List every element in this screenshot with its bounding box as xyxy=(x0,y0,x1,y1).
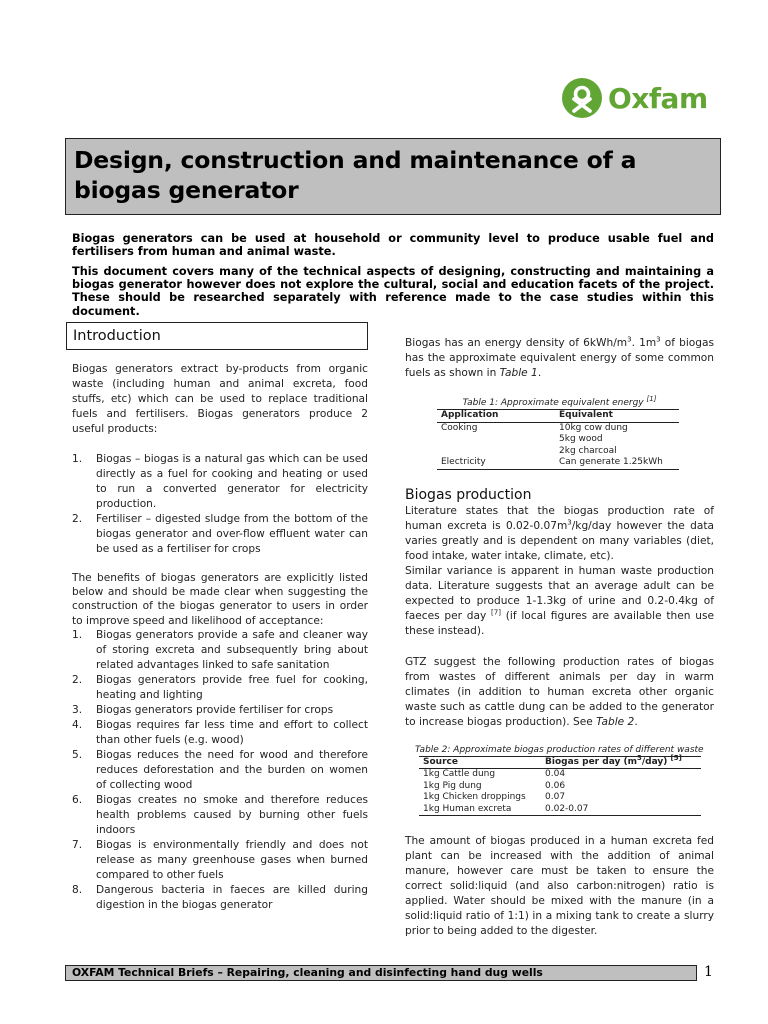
summary-paragraph-2: This document covers many of the technical aspects of designing, constructing and maintaining a biogas generator however does not explore the cultural, social and education facets of the project. These should be researched separately with reference made to the case studies within this document. xyxy=(72,265,714,318)
list-item: 1. Biogas generators provide a safe and cleaner way of storing excreta and subsequently bring about related advantages linked to safe sanitation xyxy=(72,628,368,671)
list-item: 8. Dangerous bacteria in faeces are killed during digestion in the biogas generator xyxy=(72,883,368,911)
page-number: 1 xyxy=(704,964,713,980)
table-1-reference: Table 1 xyxy=(499,367,538,379)
table-header: Biogas per day $(m^3/day)$ [5] xyxy=(541,756,701,769)
oxfam-logo-icon xyxy=(562,78,602,118)
table-header: Application xyxy=(437,410,555,423)
gtz-paragraph: GTZ suggest the following production rates of biogas from wastes of different animals per day in warm climates (in addition to human excreta other organic waste such as cattle dung can be added to the generator to increase biogas production). See Table 2. xyxy=(405,655,714,728)
oxfam-logo xyxy=(562,77,718,119)
introduction-heading-box xyxy=(66,322,368,350)
table-row: 1kg Cattle dung 0.04 xyxy=(423,769,566,779)
table-row: 2kg charcoal xyxy=(559,445,617,456)
table-2-caption: Table 2: Approximate biogas production rates of different waste xyxy=(415,744,704,755)
products-list xyxy=(72,452,368,557)
table-row: Electricity Can generate 1.25kWh xyxy=(437,457,679,469)
footer-text: OXFAM Technical Briefs – Repairing, cleaning and disinfecting hand dug wells xyxy=(72,966,543,979)
list-item: 6. Biogas creates no smoke and therefore reduces health problems caused by burning other fuels indoors xyxy=(72,793,368,836)
list-item: 2. Fertiliser – digested sludge from the bottom of the biogas generator and over-flow effluent water can be used as a fertiliser for crops xyxy=(72,513,368,555)
footer-bar xyxy=(65,965,697,981)
energy-paragraph: Biogas has an energy density of $6kWh/m^3$. $1m^3$ of biogas has the approximate equivalent energy of some common fuels as shown in Table 1. xyxy=(405,335,714,379)
table-2 xyxy=(405,744,714,817)
biogas-production-heading: Biogas production xyxy=(405,486,532,503)
list-item: 5. Biogas reduces the need for wood and therefore reduces deforestation and the burden on women of collecting wood xyxy=(72,748,368,791)
left-column xyxy=(72,322,368,913)
table-header: Source xyxy=(419,756,541,769)
table-2-reference: Table 2 xyxy=(596,715,635,728)
list-item: 1. Biogas – biogas is a natural gas which can be used directly as a fuel for cooking and heating or used to run a converted generator for electricity production. xyxy=(72,453,368,510)
biogas-production-rates-table xyxy=(419,753,701,817)
list-item: 3. Biogas generators provide fertiliser for crops xyxy=(72,703,334,716)
list-item: 2. Biogas generators provide free fuel for cooking, heating and lighting xyxy=(72,673,368,701)
introduction-heading: Introduction xyxy=(73,328,161,344)
table-row: 5kg wood xyxy=(559,434,603,444)
right-column xyxy=(405,336,714,939)
oxfam-logo-text: Oxfam xyxy=(608,81,708,115)
introduction-paragraph: Biogas generators extract by-products from organic waste (including human and animal excreta, food stuffs, etc) which can be used to replace traditional fuels and fertilisers. Biogas generators produce 2 useful products: xyxy=(72,363,368,435)
production-paragraph-1: Literature states that the biogas production rate of human excreta is $0.02-0.07m^3/kg$/day however the data varies greatly and is dependent on many variables (diet, food intake, water intake, climate, etc). xyxy=(405,504,714,562)
title-box xyxy=(65,138,721,215)
table-row: Cooking 10kg cow dung xyxy=(441,422,628,433)
summary-paragraph-1: Biogas generators can be used at household or community level to produce usable fuel and fertilisers from human and animal waste. xyxy=(72,232,714,259)
list-item: 7. Biogas is environmentally friendly and does not release as many greenhouse gases when burned compared to other fuels xyxy=(72,838,368,881)
table-header: Equivalent xyxy=(555,410,679,423)
table-row: 1kg Human excreta 0.02-0.07 xyxy=(419,804,701,816)
production-paragraph-2: Similar variance is apparent in human waste production data. Literature suggests that an average adult can be expected to produce 1-1.3kg of urine and 0.2-0.4kg of faeces per day [7] (if local figures are available then use these instead). xyxy=(405,564,714,637)
list-item: 4. Biogas requires far less time and effort to collect than other fuels (e.g. wood) xyxy=(72,718,368,746)
table-1-caption: Table 1: Approximate equivalent energy [1] xyxy=(462,395,657,408)
table-row: 1kg Pig dung 0.06 xyxy=(423,780,566,791)
benefits-intro-paragraph: The benefits of biogas generators are explicitly listed below and should be made clear when suggesting the construction of the biogas generator to users in order to improve speed and likelihood of acceptance: xyxy=(72,572,368,627)
table-row: 1kg Chicken droppings 0.07 xyxy=(423,792,566,802)
benefits-list xyxy=(72,628,368,913)
final-paragraph: The amount of biogas produced in a human excreta fed plant can be increased with the addition of animal manure, however care must be taken to ensure the correct solid:liquid (and also carbon:nitrogen) ratio is applied. Water should be mixed with the manure (in a solid:liquid ratio of 1:1) in a mixing tank to create a slurry prior to being added to the digester. xyxy=(405,835,714,937)
document-title: Design, construction and maintenance of a biogas generator xyxy=(74,146,637,204)
equivalent-energy-table xyxy=(437,409,679,470)
table-1 xyxy=(405,397,714,470)
